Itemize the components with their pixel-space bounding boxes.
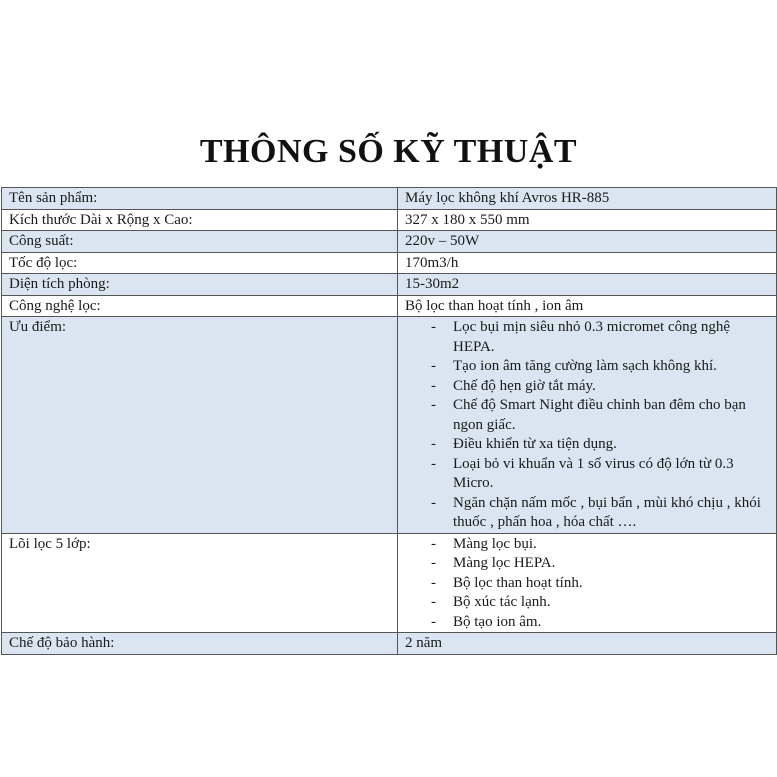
list-item-text: Bộ lọc than hoạt tính. xyxy=(453,574,583,591)
list-item xyxy=(405,357,769,377)
row-room-area xyxy=(2,274,777,296)
row-value: 220v – 50W xyxy=(398,231,777,253)
row-label: Chế độ bảo hành: xyxy=(2,633,398,655)
dash-bullet: - xyxy=(431,555,436,571)
list-item-text: Chế độ hẹn giờ tắt máy. xyxy=(453,377,596,394)
list-item xyxy=(405,318,769,357)
list-item-text: Loại bỏ vi khuẩn và 1 số virus có độ lớn từ 0.3 Micro. xyxy=(453,455,734,491)
dash-bullet: - xyxy=(431,613,436,630)
list-item xyxy=(405,574,769,594)
list-item-text: Tạo ion âm tăng cường làm sạch không khí. xyxy=(453,358,717,374)
dash-bullet: - xyxy=(431,574,436,591)
row-warranty xyxy=(2,633,777,655)
dash-bullet: - xyxy=(431,397,436,413)
list-item-text: Bộ xúc tác lạnh. xyxy=(453,594,551,610)
row-value: 15-30m2 xyxy=(398,274,777,296)
list-item-text: Màng lọc bụi. xyxy=(453,535,537,552)
row-label: Công nghệ lọc: xyxy=(2,295,398,317)
list-item xyxy=(405,535,769,555)
filter-layers-list xyxy=(405,535,769,633)
row-label: Lõi lọc 5 lớp: xyxy=(2,533,398,633)
row-label: Tên sản phẩm: xyxy=(2,188,398,210)
list-item xyxy=(405,396,769,435)
row-label: Tốc độ lọc: xyxy=(2,252,398,274)
dash-bullet: - xyxy=(431,455,436,472)
row-label: Ưu điểm: xyxy=(2,317,398,534)
row-dimensions xyxy=(2,209,777,231)
list-item-text: Điều khiển từ xa tiện dụng. xyxy=(453,436,617,452)
list-item-text: Lọc bụi mịn siêu nhỏ 0.3 micromet công nghệ HEPA. xyxy=(453,319,731,355)
list-item-text: Bộ tạo ion âm. xyxy=(453,613,542,630)
row-value: 2 năm xyxy=(398,633,777,655)
dash-bullet: - xyxy=(431,494,436,511)
row-value: 170m3/h xyxy=(398,252,777,274)
list-item xyxy=(405,377,769,397)
dash-bullet: - xyxy=(431,377,436,394)
row-label: Diện tích phòng: xyxy=(2,274,398,296)
row-product-name xyxy=(2,188,777,210)
row-filter-technology xyxy=(2,295,777,317)
dash-bullet: - xyxy=(431,535,436,552)
row-advantages xyxy=(2,317,777,534)
list-item xyxy=(405,554,769,574)
row-filter-layers xyxy=(2,533,777,633)
list-item-text: Màng lọc HEPA. xyxy=(453,555,556,571)
list-item-text: Chế độ Smart Night điều chỉnh ban đêm cho bạn ngon giấc. xyxy=(453,397,746,433)
list-item-text: Ngăn chặn nấm mốc , bụi bẩn , mùi khó chịu , khói thuốc , phấn hoa , hóa chất …. xyxy=(453,494,761,530)
list-item xyxy=(405,494,769,533)
row-value xyxy=(398,317,777,534)
page-title: THÔNG SỐ KỸ THUẬT xyxy=(199,133,578,170)
row-value: 327 x 180 x 550 mm xyxy=(398,209,777,231)
advantages-list xyxy=(405,318,769,533)
row-label: Công suất: xyxy=(2,231,398,253)
list-item xyxy=(405,455,769,494)
list-item xyxy=(405,435,769,455)
row-label: Kích thước Dài x Rộng x Cao: xyxy=(2,209,398,231)
list-item xyxy=(405,593,769,613)
dash-bullet: - xyxy=(431,319,436,335)
row-power xyxy=(2,231,777,253)
dash-bullet: - xyxy=(431,594,436,610)
spec-table xyxy=(1,187,777,655)
row-value: Bộ lọc than hoạt tính , ion âm xyxy=(398,295,777,317)
row-value xyxy=(398,533,777,633)
dash-bullet: - xyxy=(431,436,436,452)
dash-bullet: - xyxy=(431,358,436,374)
row-value: Máy lọc không khí Avros HR-885 xyxy=(398,188,777,210)
row-filter-speed xyxy=(2,252,777,274)
list-item xyxy=(405,613,769,633)
